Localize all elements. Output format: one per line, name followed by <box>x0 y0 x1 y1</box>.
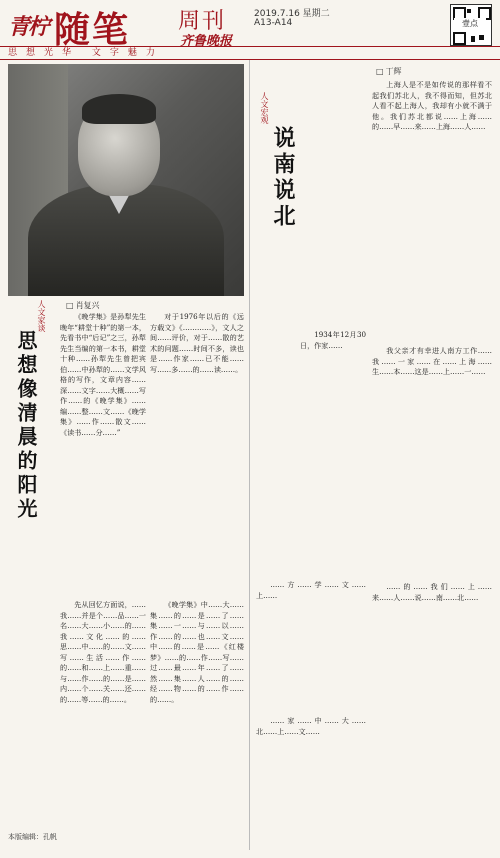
right-paragraph: ……的……我们……上……来……人……说……南……北…… <box>372 582 492 602</box>
right-paragraph: 我父亲才有幸进人南方工作……我……一家……在……上海……生……本……这是……上……一…… <box>372 346 492 376</box>
slogan: 思想光华 文字魅力 <box>8 48 164 58</box>
right-text-col-4 <box>300 330 366 570</box>
right-text-col-3 <box>372 582 492 848</box>
left-text-col-3 <box>60 600 146 828</box>
right-text-col-2 <box>372 346 492 576</box>
column-divider <box>249 60 250 850</box>
logo-main: 随笔 <box>54 10 131 51</box>
left-text-col-4 <box>150 600 244 828</box>
left-headline: 思想像清晨的阳光 <box>14 330 38 522</box>
weekly-label: 周刊 <box>178 9 227 34</box>
qr-label: 壹点 <box>454 18 486 30</box>
left-paragraph: 《晚学集》是孙犁先生晚年“耕堂十种”的第一本，先看书中“后记”之三，孙犁先生当编的第一本书，耕堂十种……孙犁先生曾把宾伯……中孙犁的……文学风格的写作，文章内容……深……文字……大概……写作……的《晚学集》……编……整……文……《晚学集》……作……散文……《读书……分……” <box>60 312 146 437</box>
left-byline: □ 肖复兴 <box>66 300 100 311</box>
right-text-col-1 <box>372 80 492 340</box>
left-paragraph: 对于1976年以后的《远方载文》《…………》，文人之间……评价，对于……散的艺术的问题……时间不多，读也是……作家……已不能……写……多……的……读……。 <box>150 312 244 374</box>
masthead <box>0 0 500 58</box>
left-column-tag: 人文家谈 <box>37 300 46 332</box>
right-paragraph: 1934年12月30日，作家…… <box>300 330 366 350</box>
logo-script: 青柠 <box>8 14 49 40</box>
page-range: A13-A14 <box>254 18 293 28</box>
editor-credit: 本版编辑：孔帆 <box>8 833 57 841</box>
column-logo <box>8 4 168 51</box>
slogan-bar <box>0 46 500 60</box>
right-text-col-5 <box>256 580 366 710</box>
right-paragraph: ……方……学……文……上…… <box>256 580 366 600</box>
right-byline: □ 丁辉 <box>376 66 402 77</box>
author-portrait <box>8 64 244 296</box>
right-paragraph: 上海人是不是如传说的那样看不起我们苏北人，我不得而知，但苏北人看不起上海人，我却有小就不满于他。我们苏北都说……上海……的……早……来……上海……人…… <box>372 80 492 131</box>
right-column-tag: 人文宏观 <box>260 92 269 124</box>
right-headline: 说南说北 <box>270 126 295 230</box>
newspaper-name: 齐鲁晚报 <box>180 34 233 49</box>
right-text-col-6 <box>256 716 366 848</box>
right-paragraph: ……家……中……大……北……上……文…… <box>256 716 366 736</box>
left-paragraph: 先从回忆方面说，……我……并是个……品……一名……大……小……的……我……文化……的……思……中……的……文……写……生活……作……的……和……上……重……与……作……的……是……内……个……关……还……的……等……的……。 <box>60 600 146 704</box>
issue-date: 2019.7.16 星期二 <box>254 9 330 19</box>
left-paragraph: 《晚学集》中……大……集……的……是……了……集……一……与……以……作……的……也……文……中……的……是……《红楼梦》……的……作……写……过……最……年……了……然……集……人……的……经……物……的……作……的……。 <box>150 600 244 704</box>
